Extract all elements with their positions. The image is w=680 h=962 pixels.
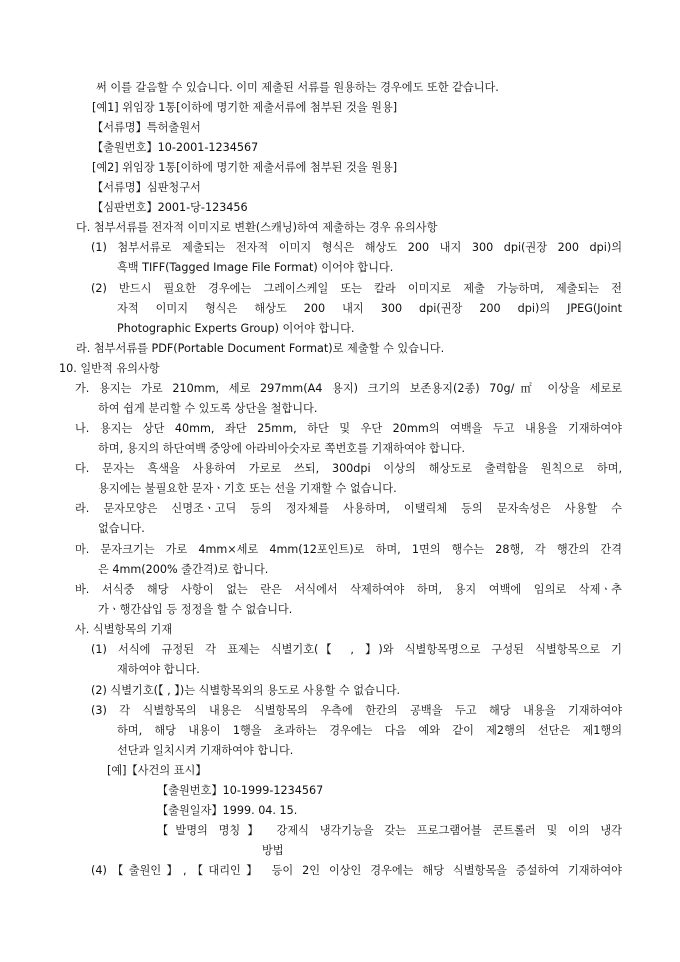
text-line-27: 가ㆍ행간삽입 등 정정을 할 수 없습니다.	[98, 603, 293, 616]
text-line-18: 나. 용지는 상단 40mm, 좌단 25mm, 하단 및 우단 20mm의 여백을 두고 내용을 기재하여야	[75, 422, 622, 435]
text-line-25: 은 4mm(200% 줄간격)로 합니다.	[98, 563, 269, 576]
text-line-14: 라. 첨부서류를 PDF(Portable Document Format)로 제출할 수 있습니다.	[76, 342, 445, 355]
text-line-40: (4)【출원인】,【대리인】 등이 2인 이상인 경우에는 해당 식별항목을 증설하여 기재하여야	[91, 864, 622, 877]
text-line-22: 라. 문자모양은 신명조ㆍ고딕 등의 정자체를 사용하며, 이탤릭체 등의 문자속성은 사용할 수	[75, 502, 622, 515]
text-line-16: 가. 용지는 가로 210mm, 세로 297mm(A4 용지) 크기의 보존용지(2종) 70g/㎡ 이상을 세로로	[75, 382, 622, 395]
text-line-29: (1) 서식에 규정된 각 표제는 식별기호(【 , 】)와 식별항목명으로 구성된 식별항목으로 기	[91, 643, 622, 656]
text-line-9: (1) 첨부서류로 제출되는 전자적 이미지 형식은 해상도 200 내지 300 dpi(권장 200 dpi)의	[91, 241, 622, 254]
text-line-36: 【출원번호】10-1999-1234567	[157, 784, 324, 797]
text-line-15: 10. 일반적 유의사항	[59, 362, 160, 375]
text-line-5: [예2] 위임장 1통[이하에 명기한 제출서류에 첨부된 것을 원용]	[92, 161, 398, 174]
text-line-21: 용지에는 불필요한 문자ㆍ기호 또는 선을 기재할 수 없습니다.	[98, 482, 397, 495]
text-line-38: 【발명의 명칭】 강제식 냉각기능을 갖는 프로그램어블 콘트롤러 및 이의 냉각	[157, 824, 622, 837]
text-line-3: 【서류명】특허출원서	[92, 121, 201, 134]
text-line-33: 하며, 해당 내용이 1행을 초과하는 경우에는 다음 예와 같이 제2행의 선단은 제1행의	[117, 724, 622, 737]
text-line-4: 【출원번호】10-2001-1234567	[92, 141, 259, 154]
text-line-24: 마. 문자크기는 가로 4mm×세로 4mm(12포인트)로 하며, 1면의 행수는 28행, 각 행간의 간격	[75, 543, 622, 556]
text-line-10: 흑백 TIFF(Tagged Image File Format) 이어야 합니다.	[117, 261, 394, 274]
text-line-34: 선단과 일치시켜 기재하여야 합니다.	[117, 744, 294, 757]
text-line-6: 【서류명】심판청구서	[92, 181, 201, 194]
text-line-17: 하여 쉽게 분리할 수 있도록 상단을 철합니다.	[98, 402, 318, 415]
text-line-31: (2) 식별기호(【 , 】)는 식별항목외의 용도로 사용할 수 없습니다.	[91, 684, 401, 697]
text-line-11: (2) 반드시 필요한 경우에는 그레이스케일 또는 칼라 이미지로 제출 가능하며, 제출되는 전	[91, 282, 622, 295]
text-line-13: Photographic Experts Group) 이어야 합니다.	[117, 322, 355, 335]
text-line-37: 【출원일자】1999. 04. 15.	[157, 804, 298, 817]
text-line-20: 다. 문자는 흑색을 사용하여 가로로 쓰되, 300dpi 이상의 해상도로 출력함을 원칙으로 하며,	[75, 462, 622, 475]
text-line-12: 자적 이미지 형식은 해상도 200 내지 300 dpi(권장 200 dpi)의 JPEG(Joint	[117, 302, 622, 315]
text-line-23: 없습니다.	[98, 522, 145, 535]
text-line-35: [예]【사건의 표시】	[107, 764, 207, 777]
text-line-32: (3) 각 식별항목의 내용은 식별항목의 우측에 한칸의 공백을 두고 해당 내용을 기재하여야	[91, 704, 622, 717]
text-line-30: 재하여야 합니다.	[117, 663, 200, 676]
text-line-26: 바. 서식중 해당 사항이 없는 란은 서식에서 삭제하여야 하며, 용지 여백에 임의로 삭제ㆍ추	[75, 583, 622, 596]
text-line-1: 써 이를 갈음할 수 있습니다. 이미 제출된 서류를 원용하는 경우에도 또한 같습니다.	[96, 81, 499, 94]
text-line-28: 사. 식별항목의 기재	[75, 623, 173, 636]
text-line-39: 방법	[262, 844, 284, 857]
text-line-8: 다. 첨부서류를 전자적 이미지로 변환(스캐닝)하여 제출하는 경우 유의사항	[76, 221, 438, 234]
text-line-19: 하며, 용지의 하단여백 중앙에 아라비아숫자로 쪽번호를 기재하여야 합니다.	[98, 442, 466, 455]
text-line-7: 【심판번호】2001-당-123456	[92, 201, 248, 214]
text-line-2: [예1] 위임장 1통[이하에 명기한 제출서류에 첨부된 것을 원용]	[92, 101, 398, 114]
